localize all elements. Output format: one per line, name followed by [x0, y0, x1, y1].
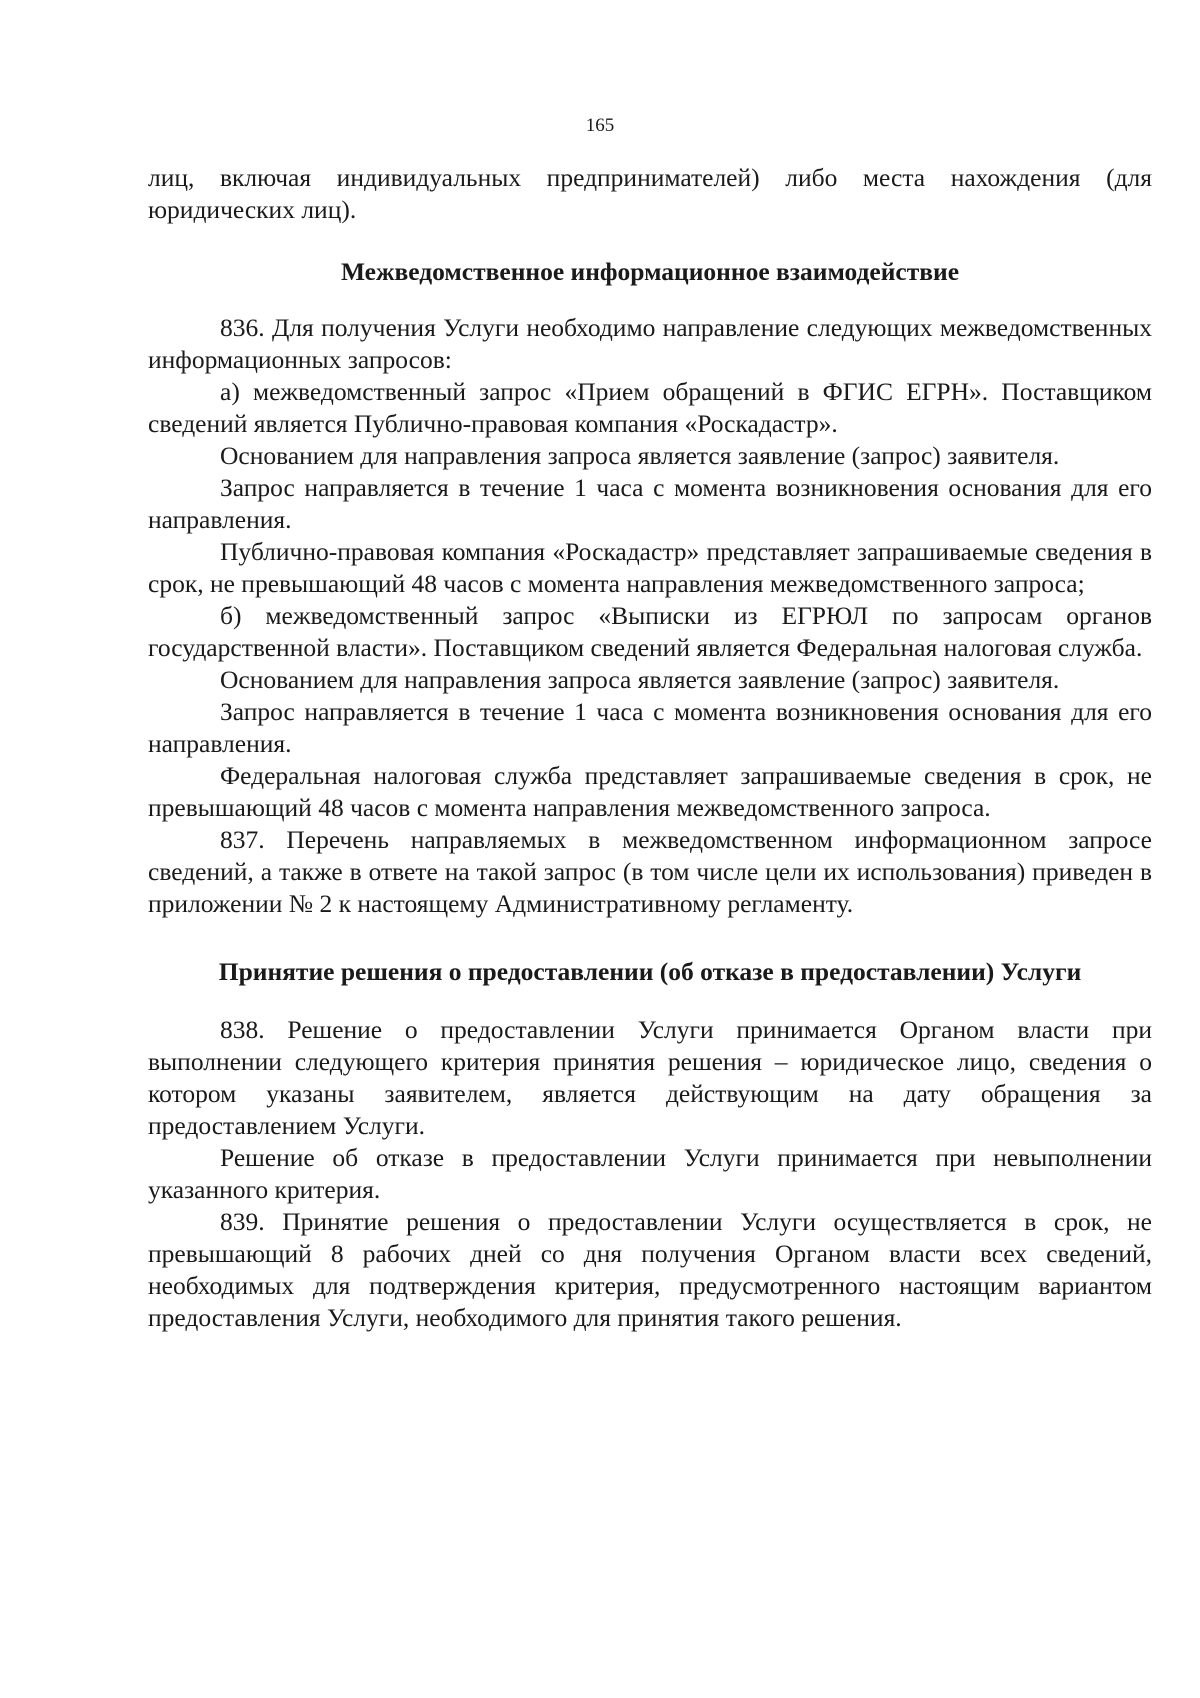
paragraph-836-a-timing: Запрос направляется в течение 1 часа с момента возникновения основания для его направления. [148, 473, 1152, 534]
section-heading-decision: Принятие решения о предоставлении (об отказе в предоставлении) Услуги [218, 957, 1082, 986]
paragraph-836-b: б) межведомственный запрос «Выписки из ЕГРЮЛ по запросам органов государственной власти». Поставщиком сведений является Федеральная налоговая служба. [148, 601, 1152, 662]
paragraph-838-refusal: Решение об отказе в предоставлении Услуги принимается при невыполнении указанного критерия. [148, 1143, 1152, 1204]
paragraph-836-a-basis: Основанием для направления запроса является заявление (запрос) заявителя. [220, 441, 1060, 470]
paragraph-838: 838. Решение о предоставлении Услуги принимается Органом власти при выполнении следующего критерия принятия решения – юридическое лицо, сведения о котором указаны заявителем, является действующим на дату обращения за предоставлением Услуги. [148, 1015, 1152, 1140]
paragraph-836: 836. Для получения Услуги необходимо направление следующих межведомственных информационных запросов: [148, 313, 1152, 374]
document-body [148, 162, 1152, 1334]
paragraph-836-b-timing: Запрос направляется в течение 1 часа с момента возникновения основания для его направления. [148, 697, 1152, 758]
paragraph-836-b-basis: Основанием для направления запроса является заявление (запрос) заявителя. [220, 665, 1060, 694]
section-heading-interagency: Межведомственное информационное взаимодействие [340, 257, 960, 286]
paragraph-836-b-response: Федеральная налоговая служба представляет запрашиваемые сведения в срок, не превышающий 48 часов с момента направления межведомственного запроса. [148, 761, 1152, 822]
paragraph-837: 837. Перечень направляемых в межведомственном информационном запросе сведений, а также в ответе на такой запрос (в том числе цели их использования) приведен в приложении № 2 к настоящему Административному регламенту. [148, 825, 1152, 918]
paragraph-836-a-response: Публично-правовая компания «Роскадастр» представляет запрашиваемые сведения в срок, не превышающий 48 часов с момента направления межведомственного запроса; [148, 537, 1152, 598]
page-number: 165 [585, 115, 615, 136]
paragraph-839: 839. Принятие решения о предоставлении Услуги осуществляется в срок, не превышающий 8 рабочих дней со дня получения Органом власти всех сведений, необходимых для подтверждения критерия, предусмотренного настоящим вариантом предоставления Услуги, необходимого для принятия такого решения. [148, 1207, 1152, 1332]
paragraph-836-a: а) межведомственный запрос «Прием обращений в ФГИС ЕГРН». Поставщиком сведений является Публично-правовая компания «Роскадастр». [148, 377, 1152, 438]
intro-paragraph: лиц, включая индивидуальных предпринимателей) либо места нахождения (для юридических лиц). [148, 163, 1152, 224]
